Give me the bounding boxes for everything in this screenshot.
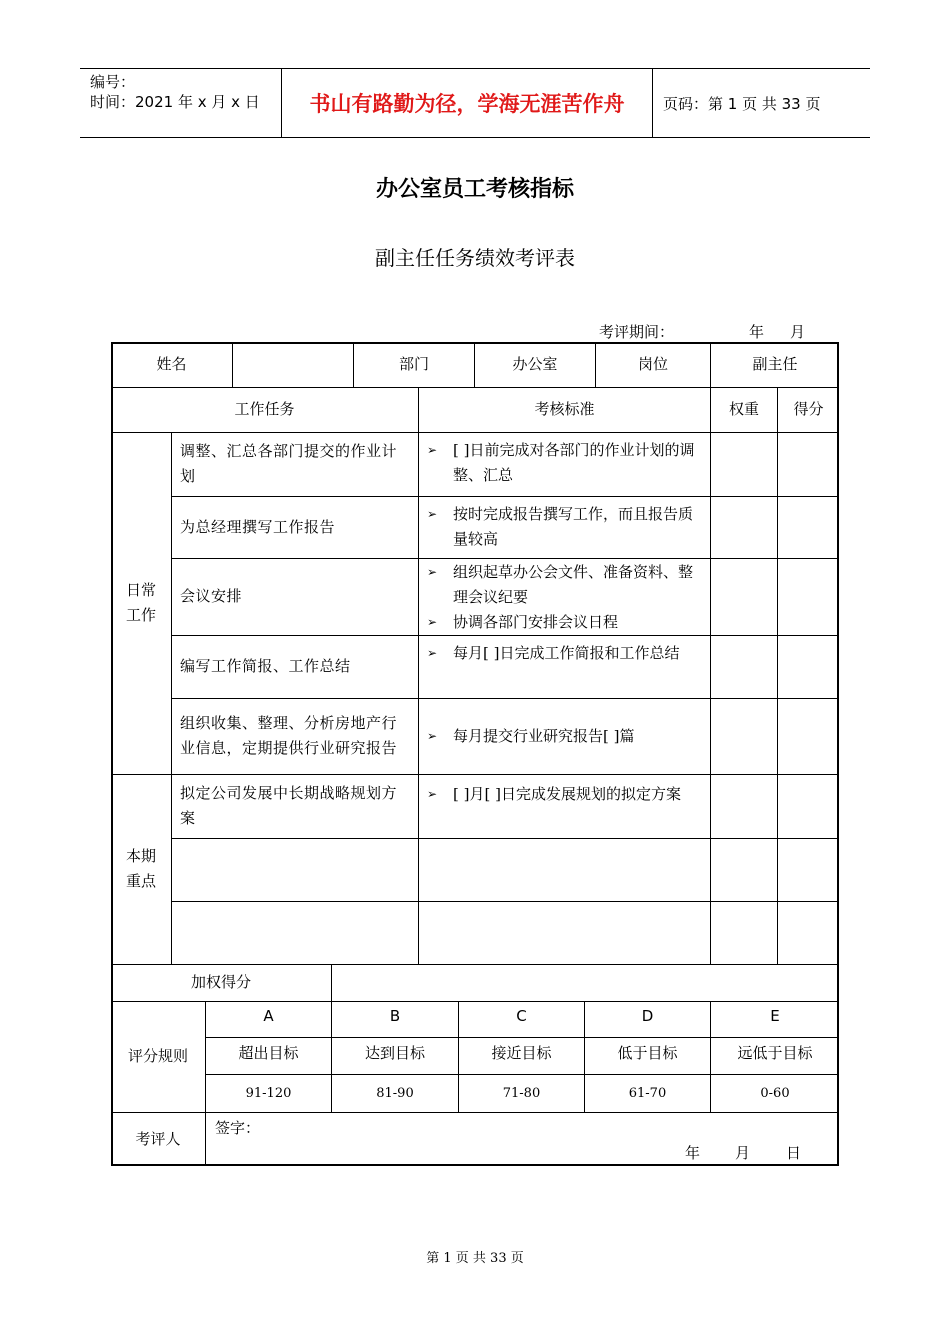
post-label: 岗位 — [637, 355, 668, 373]
grade-e: E — [770, 1006, 780, 1025]
bullet-arrow-icon: ➢ — [427, 729, 438, 743]
weighted-score-label: 加权得分 — [190, 973, 251, 991]
col-standard-header: 考核标准 — [534, 400, 595, 418]
dept-label: 部门 — [398, 355, 429, 373]
grade-range: 91-120 — [245, 1086, 292, 1101]
grade-c: C — [516, 1006, 527, 1025]
task-cell: 拟定公司发展中长期战略规划方案 — [180, 784, 398, 827]
name-label: 姓名 — [156, 355, 187, 373]
task-cell: 调整、汇总各部门提交的作业计划 — [180, 442, 398, 485]
grade-description: 超出目标 — [238, 1044, 299, 1062]
grade-range: 81-90 — [376, 1086, 414, 1101]
sign-label: 签字： — [215, 1119, 261, 1137]
page-header — [80, 68, 870, 138]
bullet-arrow-icon: ➢ — [427, 615, 438, 629]
bullet-arrow-icon: ➢ — [427, 787, 438, 801]
task-cell: 组织收集、整理、分析房地产行业信息，定期提供行业研究报告 — [180, 714, 398, 757]
bullet-arrow-icon: ➢ — [427, 443, 438, 457]
page-info: 页码：第 1 页 共 33 页 — [663, 94, 821, 113]
weighted-score-value[interactable] — [332, 964, 839, 1001]
sign-year: 年 — [685, 1144, 701, 1162]
grade-description: 达到目标 — [364, 1044, 425, 1062]
period-year: 年 — [749, 323, 765, 341]
grade-description: 低于目标 — [617, 1044, 678, 1062]
standard-cell: ➢ 组织起草办公会文件、准备资料、整理会议纪要 ➢ 协调各部门安排会议日程 — [419, 560, 710, 635]
grade-range: 61-70 — [628, 1086, 667, 1101]
grade-d: D — [641, 1006, 654, 1025]
col-weight-header: 权重 — [728, 400, 759, 418]
code-label: 编号： — [90, 73, 136, 91]
standard-cell: ➢ 每月提交行业研究报告[ ]篇 — [419, 724, 710, 749]
rating-label: 评分规则 — [127, 1047, 188, 1065]
period-label: 考评期间： — [599, 323, 675, 341]
page-footer: 第 1 页 共 33 页 — [426, 1251, 524, 1266]
period-month: 月 — [790, 323, 806, 341]
grade-a: A — [263, 1006, 274, 1025]
name-value[interactable] — [233, 342, 353, 387]
group-label-focus: 本期 重点 — [125, 847, 156, 890]
sign-day: 日 — [786, 1144, 802, 1162]
grade-description: 远低于目标 — [737, 1044, 813, 1062]
task-cell: 编写工作简报、工作总结 — [180, 657, 351, 675]
group-label-daily: 日常 工作 — [125, 581, 156, 624]
task-cell: 会议安排 — [180, 587, 243, 605]
grade-range: 0-60 — [760, 1086, 790, 1101]
form-subtitle: 副主任任务绩效考评表 — [375, 246, 575, 270]
header-meta — [80, 69, 282, 137]
reviewer-label: 考评人 — [135, 1129, 181, 1148]
evaluation-table — [111, 342, 839, 1166]
grade-description: 接近目标 — [491, 1044, 552, 1062]
grade-range: 71-80 — [502, 1086, 541, 1101]
task-cell: 为总经理撰写工作报告 — [180, 517, 336, 536]
standard-cell: ➢ [ ]日前完成对各部门的作业计划的调整、汇总 — [419, 438, 710, 488]
standard-cell: ➢ 每月[ ]日完成工作简报和工作总结 — [419, 641, 710, 666]
standard-cell: ➢ [ ]月[ ]日完成发展规划的拟定方案 — [419, 782, 710, 807]
motto: 书山有路勤为径，学海无涯苦作舟 — [282, 69, 653, 137]
date-label: 时间：2021 年 x 月 x 日 — [90, 93, 260, 111]
dept-value: 办公室 — [512, 355, 558, 373]
post-value: 副主任 — [752, 355, 798, 373]
standard-cell: ➢ 按时完成报告撰写工作，而且报告质量较高 — [419, 502, 710, 552]
bullet-arrow-icon: ➢ — [427, 507, 438, 521]
bullet-arrow-icon: ➢ — [427, 646, 438, 660]
grade-b: B — [389, 1006, 401, 1025]
page-title: 办公室员工考核指标 — [375, 176, 574, 202]
col-score-header: 得分 — [793, 400, 824, 418]
col-task-header: 工作任务 — [234, 400, 295, 418]
bullet-arrow-icon: ➢ — [427, 565, 438, 579]
sign-month: 月 — [735, 1144, 751, 1162]
